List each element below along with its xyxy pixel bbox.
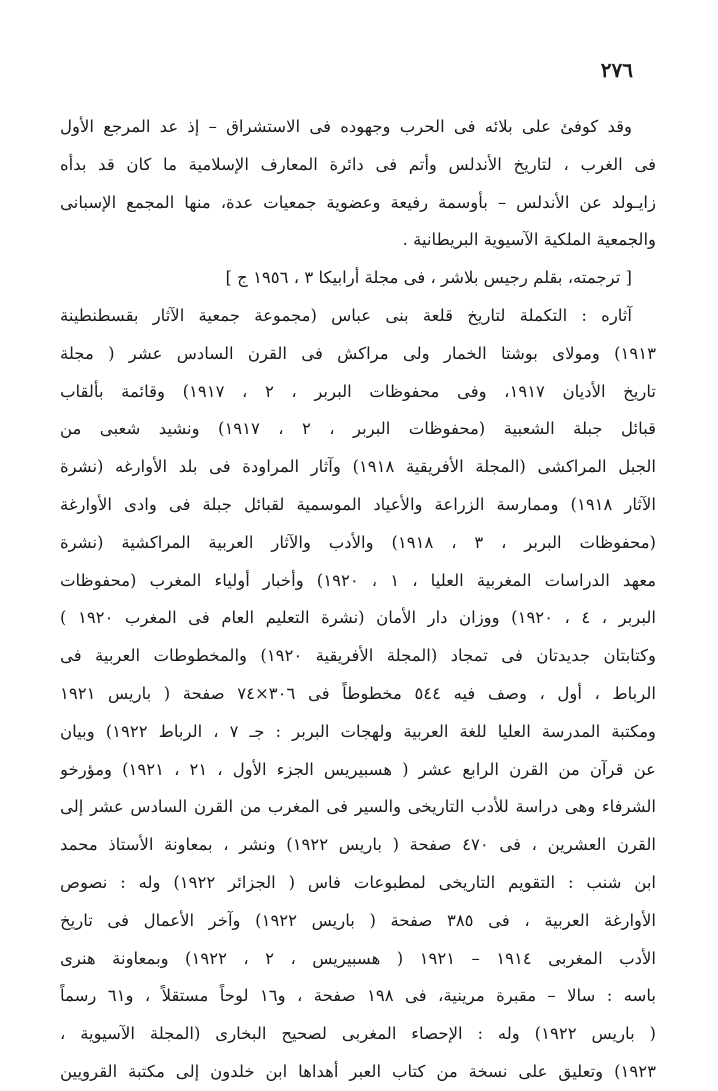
- text-line: الأدب المغربى ١٩١٤ – ١٩٢١ ( هسبيريس ، ٢ ، ١٩٢٢) وبمعاونة هنرى: [60, 948, 656, 968]
- text-line: قبائل جبلة الشعبية (محفوظات البربر ، ٢ ، ١٩١٧) ونشيد شعبى من: [60, 419, 656, 439]
- text-line: القرن العشرين ، فى ٤٧٠ صفحة ( باريس ١٩٢٢) ونشر ، بمعاونة الأستاذ محمد: [60, 835, 656, 855]
- text-line: الشرفاء وهى دراسة للأدب التاريخى والسير فى المغرب من القرن السادس عشر إلى: [60, 797, 656, 817]
- text-line: ١٩٢٣) وتعليق على نسخة من كتاب العبر أهداها ابن خلدون إلى مكتبة القرويين: [60, 1061, 656, 1081]
- text-line: الرباط ، أول ، وصف فيه ٥٤٤ مخطوطاً فى ٣٠٦×٧٤ صفحة ( باريس ١٩٢١: [60, 683, 656, 703]
- text-line: ابن شنب : التقويم التاريخى لمطبوعات فاس ( الجزائر ١٩٢٢) وله : نصوص: [60, 872, 656, 892]
- text-line: وكتابتان جديدتان فى تمجاد (المجلة الأفريقية ١٩٢٠) والمخطوطات العربية فى: [60, 646, 656, 666]
- text-line: زايـولد عن الأندلس – بأوسمة رفيعة وعضوية جمعيات عدة، منها المجمع الإسبانى: [60, 192, 656, 212]
- paragraph-translation-note: [60, 259, 656, 297]
- text-line: معهد الدراسات المغربية العليا ، ١ ، ١٩٢٠) وأخبار أولياء المغرب (محفوظات: [60, 570, 656, 590]
- text-line: الأوارغة العربية ، فى ٣٨٥ صفحة ( باريس ١٩٢٢) وآخر الأعمال فى تاريخ: [60, 910, 656, 930]
- text-line: الجبل المراكشى (المجلة الأفريقية ١٩١٨) وآثار المراودة فى بلد الأوارغه (نشرة: [60, 457, 656, 477]
- text-line: ومكتبة المدرسة العليا للغة العربية ولهجات البربر : جـ ٧ ، الرباط ١٩٢٢) وبيان: [60, 721, 656, 741]
- text-line: ( باريس ١٩٢٢) وله : الإحصاء المغربى لصحيح البخارى (المجلة الآسيوية ،: [60, 1024, 656, 1044]
- text-line: فى الغرب ، لتاريخ الأندلس وأتم فى دائرة المعارف الإسلامية ما كان قد بدأه: [60, 154, 656, 174]
- text-line: الآثار ١٩١٨) وممارسة الزراعة والأعياد الموسمية لقبائل جبلة فى وادى الأوارغة: [60, 494, 656, 514]
- text-line: (محفوظات البربر ، ٣ ، ١٩١٨) والأدب والآثار العربية المراكشية (نشرة: [60, 532, 656, 552]
- text-line: والجمعية الملكية الآسيوية البريطانية .: [402, 230, 656, 250]
- text-line: ١٩١٣) ومولاى بوشتا الخمار ولى مراكش فى القرن السادس عشر ( مجلة: [60, 343, 656, 363]
- text-line: عن قرآن من القرن الرابع عشر ( هسبيريس الجزء الأول ، ٢١ ، ١٩٢١) ومؤرخو: [60, 759, 656, 779]
- text-line: تاريخ الأديان ١٩١٧، وفى محفوظات البربر ، ٢ ، ١٩١٧) وقائمة بألقاب: [60, 381, 656, 401]
- paragraph-works: [60, 297, 656, 1091]
- translation-note: [ ترجمته، بقلم رجيس بلاشر ، فى مجلة أرابيكا ٣ ، ١٩٥٦ ج ]: [225, 268, 632, 288]
- body-text: [60, 108, 656, 1091]
- text-line: البربر ، ٤ ، ١٩٢٠) ووزان دار الأمان (نشرة التعليم العام فى المغرب ١٩٢٠ ): [60, 608, 656, 628]
- page-number: ٢٧٦: [600, 58, 633, 82]
- paragraph-biography: [60, 108, 656, 259]
- text-line: باسه : سالا – مقبرة مرينية، فى ١٩٨ صفحة ، و١٦ لوحاً مستقلاً ، و٦١ رسماً: [60, 986, 656, 1006]
- text-line: وقد كوفئ على بلائه فى الحرب وجهوده فى الاستشراق – إذ عد المرجع الأول: [60, 117, 632, 136]
- text-line: آثاره : التكملة لتاريخ قلعة بنى عباس (مجموعة جمعية الآثار بقسطنطينة: [60, 305, 632, 325]
